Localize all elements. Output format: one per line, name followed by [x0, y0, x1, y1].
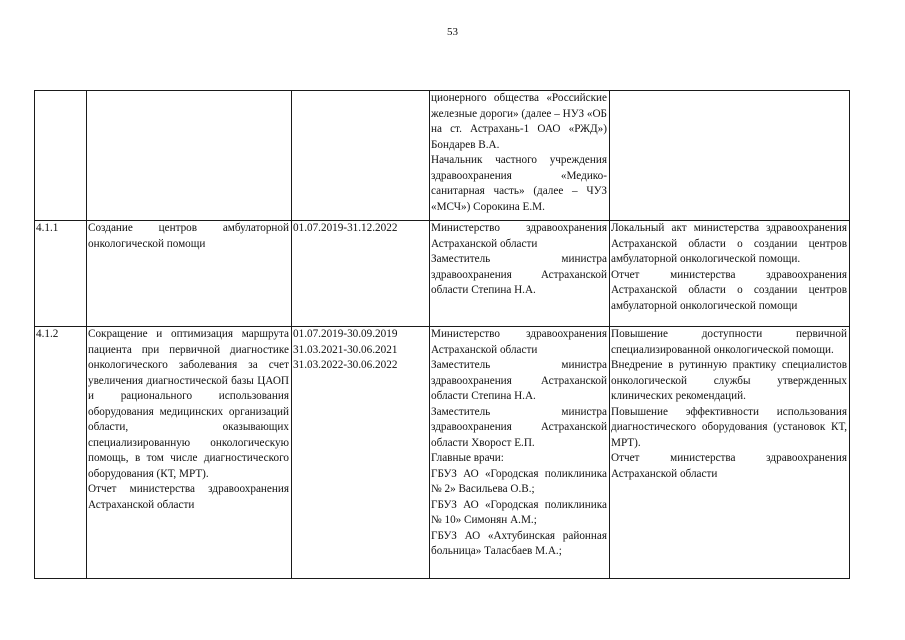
- row-code: [35, 91, 87, 221]
- responsible-cell: [430, 327, 610, 579]
- responsible-line: ГБУЗ АО «Городская поликлиника № 10» Симонян А.М.;: [431, 498, 607, 526]
- period-line: 01.07.2019-31.12.2022: [293, 222, 398, 234]
- event-line: Отчет министерства здравоохранения Астраханской области: [88, 483, 289, 511]
- table-row: [35, 327, 850, 579]
- result-line: Локальный акт министерства здравоохранения Астраханской области о создании центров амбулаторной онкологической помощи.: [611, 222, 847, 265]
- plan-table: [34, 90, 850, 579]
- row-code: 4.1.2: [35, 327, 87, 579]
- result-line: Повышение эффективности использования диагностического оборудования (установок КТ, МРТ).: [611, 405, 847, 449]
- responsible-line: Начальник частного учреждения здравоохранения «Медико-санитарная часть» (далее – ЧУЗ «МСЧ») Сорокина Е.М.: [431, 154, 607, 213]
- responsible-line: Министерство здравоохранения Астраханской области: [431, 328, 607, 356]
- responsible-line: Министерство здравоохранения Астраханской области: [431, 222, 607, 250]
- responsible-line: Заместитель министра здравоохранения Астраханской области Хворост Е.П.: [431, 405, 607, 449]
- period-line: 31.03.2022-30.06.2022: [293, 359, 398, 371]
- responsible-cell: [430, 91, 610, 221]
- row-code: 4.1.1: [35, 221, 87, 327]
- period-cell: [292, 221, 430, 327]
- event-cell: [87, 327, 292, 579]
- result-line: Повышение доступности первичной специализированной онкологической помощи.: [611, 328, 847, 356]
- period-cell: [292, 327, 430, 579]
- page-number: 53: [447, 26, 458, 38]
- event-line: Создание центров амбулаторной онкологической помощи: [88, 222, 289, 250]
- event-cell: [87, 221, 292, 327]
- result-line: Отчет министерства здравоохранения Астраханской области: [611, 452, 847, 480]
- table-row: [35, 91, 850, 221]
- period-line: 01.07.2019-30.09.2019: [293, 328, 398, 340]
- responsible-line: Заместитель министра здравоохранения Астраханской области Степина Н.А.: [431, 253, 607, 296]
- responsible-line: ционерного общества «Российские железные дороги» (далее – НУЗ «ОБ на ст. Астрахань-1 ОАО «РЖД») Бондарев В.А.: [431, 92, 607, 151]
- period-line: 31.03.2021-30.06.2021: [293, 343, 398, 356]
- responsible-line: Главные врачи:: [431, 452, 504, 464]
- event-cell: [87, 91, 292, 221]
- result-cell: [610, 91, 850, 221]
- result-line: Отчет министерства здравоохранения Астраханской области о создании центров амбулаторной онкологической помощи: [611, 268, 847, 312]
- period-cell: [292, 91, 430, 221]
- responsible-line: ГБУЗ АО «Городская поликлиника № 2» Васильева О.В.;: [431, 467, 607, 495]
- table-row: [35, 221, 850, 327]
- result-cell: [610, 221, 850, 327]
- result-line: Внедрение в рутинную практику специалистов онкологической службы утвержденных клинических рекомендаций.: [611, 359, 847, 402]
- responsible-line: ГБУЗ АО «Ахтубинская районная больница» Таласбаев М.А.;: [431, 529, 607, 557]
- event-line: Сокращение и оптимизация маршрута пациента при первичной диагностике онкологического заболевания за счет увеличения диагностической базы ЦАОП и рационального использования оборудования медицинских организаций области, оказывающих специализированную онкологическую помощь, в том числе диагностического оборудования (КТ, МРТ).: [88, 328, 289, 480]
- responsible-cell: [430, 221, 610, 327]
- responsible-line: Заместитель министра здравоохранения Астраханской области Степина Н.А.: [431, 359, 607, 402]
- result-cell: [610, 327, 850, 579]
